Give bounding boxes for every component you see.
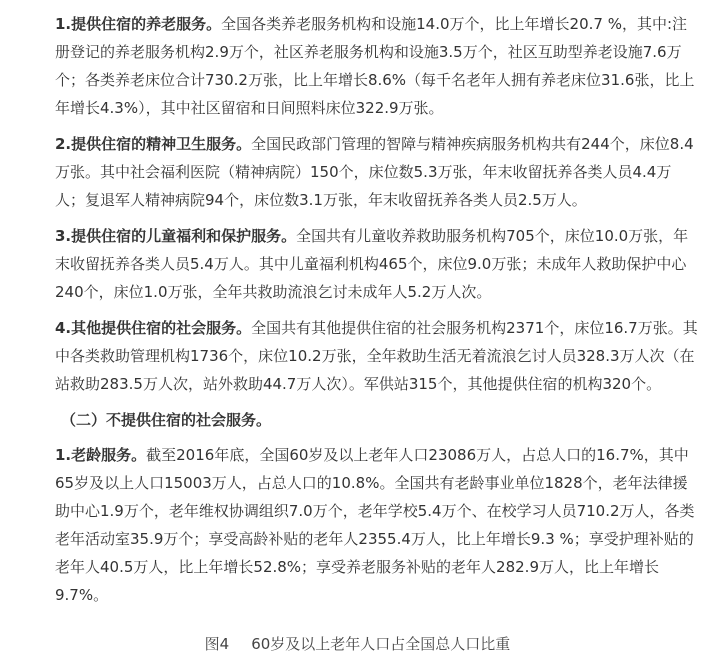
paragraph-lead: 1.提供住宿的养老服务。 [55, 15, 222, 33]
figure-number: 图4 [204, 635, 230, 653]
paragraph-elderly-services [8, 441, 699, 609]
figure-caption [0, 630, 715, 658]
paragraph-lead: 1.老龄服务。 [55, 446, 147, 464]
paragraph-body: 全国共有儿童收养救助服务机构705个，床位10.0万张，年末收留抚养各类人员5.4万人。其中儿童福利机构465个，床位9.0万张；未成年人救助保护中心240个，床位1.0万张，全年共救助流浪乞讨未成年人5.2万人次。 [55, 227, 689, 301]
paragraph-body: 全国民政部门管理的智障与精神疾病服务机构共有244个，床位8.4万张。其中社会福利医院（精神病院）150个，床位数5.3万张，年末收留抚养各类人员4.4万人；复退军人精神病院94个，床位数3.1万张，年末收留抚养各类人员2.5万人。 [55, 135, 694, 209]
paragraph-child-welfare-residential [8, 222, 699, 306]
paragraph-lead: 2.提供住宿的精神卫生服务。 [55, 135, 252, 153]
paragraph-lead: 4.其他提供住宿的社会服务。 [55, 319, 252, 337]
paragraph-lead: 3.提供住宿的儿童福利和保护服务。 [55, 227, 297, 245]
figure-title: 60岁及以上老年人口占全国总人口比重 [251, 635, 511, 653]
paragraph-body: 全国各类养老服务机构和设施14.0万个，比上年增长20.7 %，其中:注册登记的养老服务机构2.9万个，社区养老服务机构和设施3.5万个，社区互助型养老设施7.6万个；各类养老床位合计730.2万张，比上年增长8.6%（每千名老年人拥有养老床位31.6张，比上年增长4.3%），其中社区留宿和日间照料床位322.9万张。 [55, 15, 695, 117]
paragraph-elderly-care-residential [8, 10, 699, 122]
paragraph-mental-health-residential [8, 130, 699, 214]
paragraph-other-residential [8, 314, 699, 398]
paragraph-body: 全国共有其他提供住宿的社会服务机构2371个，床位16.7万张。其中各类救助管理机构1736个，床位10.2万张，全年救助生活无着流浪乞讨人员328.3万人次（在站救助283.5万人次，站外救助44.7万人次）。军供站315个，其他提供住宿的机构320个。 [55, 319, 698, 393]
section-heading: （二）不提供住宿的社会服务。 [61, 411, 272, 429]
paragraph-body: 截至2016年底，全国60岁及以上老年人口23086万人，占总人口的16.7%，其中65岁及以上人口15003万人，占总人口的10.8%。全国共有老龄事业单位1828个，老年法律援助中心1.9万个，老年维权协调组织7.0万个，老年学校5.4万个、在校学习人员710.2万人，各类老年活动室35.9万个；享受高龄补贴的老年人2355.4万人，比上年增长9.3 %；享受护理补贴的老年人40.5万人，比上年增长52.8%；享受养老服务补贴的老年人282.9万人，比上年增长9.7%。 [55, 446, 695, 604]
